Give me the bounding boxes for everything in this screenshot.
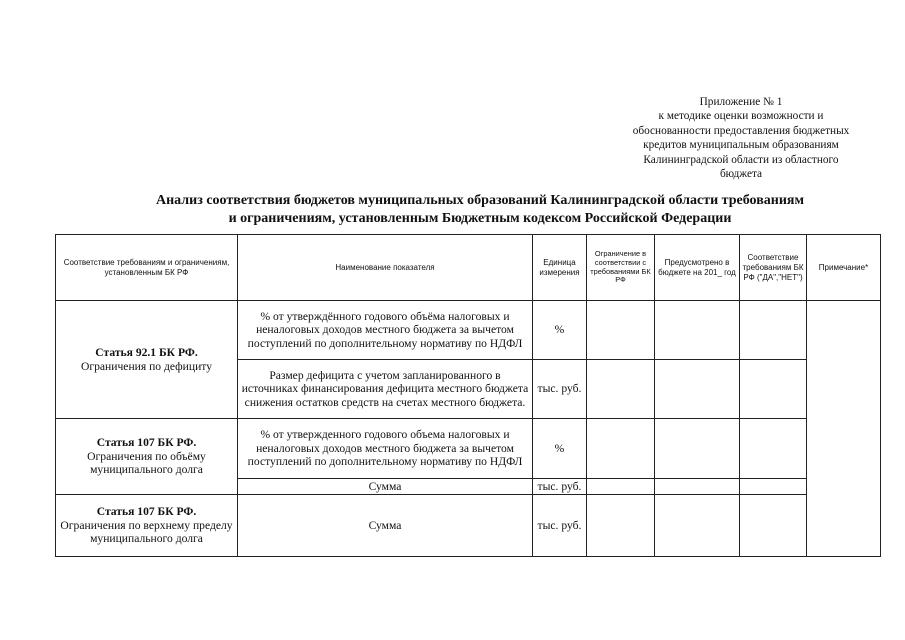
appendix-block: [606, 95, 876, 181]
limit-cell: [587, 495, 655, 557]
compliance-table: [55, 234, 881, 557]
document-title: [60, 192, 900, 227]
compliance-cell: [740, 419, 807, 479]
limit-cell: [587, 419, 655, 479]
table-row: [56, 301, 881, 360]
header-limit: Ограничение в соответствии с требованиями БК РФ: [587, 235, 655, 301]
article-description: Ограничения по дефициту: [80, 359, 213, 373]
appendix-number: Приложение № 1: [699, 96, 783, 108]
title-line-2: и ограничениям, установленным Бюджетным кодексом Российской Федерации: [228, 210, 732, 226]
indicator-name: % от утверждённого годового объёма налоговых и неналоговых доходов местного бюджета за вычетом поступлений по дополнительному нормативу по НДФЛ: [238, 301, 533, 360]
appendix-text-line: бюджета: [719, 168, 763, 181]
table-row: [56, 495, 881, 557]
indicator-name: Сумма: [238, 479, 533, 495]
compliance-cell: [740, 479, 807, 495]
limit-cell: [587, 360, 655, 419]
appendix-text-line: к методике оценки возможности и: [658, 110, 824, 123]
compliance-cell: [740, 360, 807, 419]
compliance-cell: [740, 301, 807, 360]
indicator-name: % от утвержденного годового объема налоговых и неналоговых доходов местного бюджета за вычетом поступлений по дополнительному нормативу по НДФЛ: [238, 419, 533, 479]
header-note: Примечание*: [807, 235, 881, 301]
table-row: [56, 419, 881, 479]
requirement-cell: [56, 301, 238, 419]
unit-cell: тыс. руб.: [533, 479, 587, 495]
appendix-text-line: обоснованности предоставления бюджетных: [632, 124, 850, 137]
compliance-cell: [740, 495, 807, 557]
note-cell: [807, 301, 881, 557]
header-compliance: Соответствие требованиям БК РФ ("ДА","НЕТ"): [740, 235, 807, 301]
header-requirements: Соответствие требованиям и ограничениям, установленным БК РФ: [56, 235, 238, 301]
limit-cell: [587, 301, 655, 360]
indicator-name: Размер дефицита с учетом запланированного в источниках финансирования дефицита местного бюджета снижения остатков средств на счетах местного бюджета.: [238, 360, 533, 419]
requirement-cell: [56, 495, 238, 557]
article-description: Ограничения по верхнему пределу муниципального долга: [60, 518, 233, 546]
indicator-name: Сумма: [238, 495, 533, 557]
requirement-cell: [56, 419, 238, 495]
appendix-text-line: Калининградской области из областного: [643, 153, 839, 166]
unit-cell: %: [533, 301, 587, 360]
unit-cell: %: [533, 419, 587, 479]
article-label: Статья 107 БК РФ.: [96, 436, 197, 450]
planned-cell: [655, 419, 740, 479]
planned-cell: [655, 479, 740, 495]
planned-cell: [655, 301, 740, 360]
appendix-text-line: кредитов муниципальным образованиям: [643, 139, 839, 152]
article-description: Ограничения по объёму муниципального долга: [87, 449, 206, 477]
limit-cell: [587, 479, 655, 495]
planned-cell: [655, 360, 740, 419]
header-row: [56, 235, 881, 301]
unit-cell: тыс. руб.: [533, 495, 587, 557]
title-line-1: Анализ соответствия бюджетов муниципальных образований Калининградской области требованиям: [156, 193, 804, 208]
article-label: Статья 107 БК РФ.: [96, 505, 197, 519]
header-planned: Предусмотрено в бюджете на 201_ год: [655, 235, 740, 301]
unit-cell: тыс. руб.: [533, 360, 587, 419]
header-indicator-name: Наименование показателя: [238, 235, 533, 301]
planned-cell: [655, 495, 740, 557]
header-unit: Единица измерения: [533, 235, 587, 301]
article-label: Статья 92.1 БК РФ.: [95, 346, 198, 360]
